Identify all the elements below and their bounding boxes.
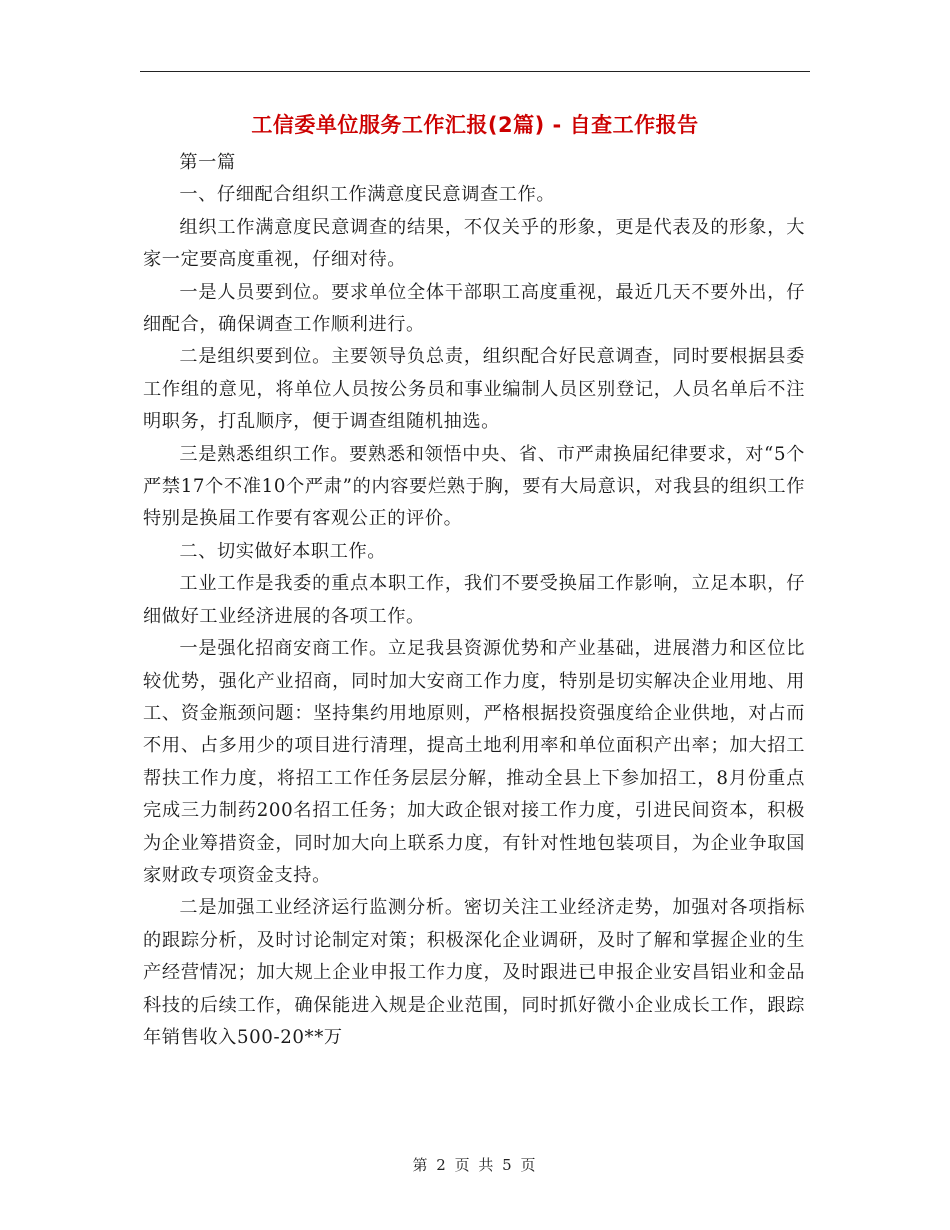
paragraph: 三是熟悉组织工作。要熟悉和领悟中央、省、市严肃换届纪律要求，对“5个严禁17个不准10个严肃”的内容要烂熟于胸，要有大局意识，对我县的组织工作特别是换届工作要有客观公正的评价。 [143, 443, 805, 530]
document-body [143, 147, 805, 1054]
paragraph: 一是强化招商安商工作。立足我县资源优势和产业基础，进展潜力和区位比较优势，强化产业招商，同时加大安商工作力度，特别是切实解决企业用地、用工、资金瓶颈问题：坚持集约用地原则，严格根据投资强度给企业供地，对占而不用、占多用少的项目进行清理，提高土地利用率和单位面积产出率；加大招工帮扶工作力度，将招工工作任务层层分解，推动全县上下参加招工，8月份重点完成三力制药200名招工任务；加大政企银对接工作力度，引进民间资本，积极为企业筹措资金，同时加大向上联系力度，有针对性地包装项目，为企业争取国家财政专项资金支持。 [143, 638, 805, 886]
paragraph: 组织工作满意度民意调查的结果，不仅关乎的形象，更是代表及的形象，大家一定要高度重视，仔细对待。 [143, 216, 805, 271]
page-number: 第 2 页 共 5 页 [412, 1156, 538, 1174]
paragraph: 第一篇 [179, 152, 236, 173]
paragraph: 二是加强工业经济运行监测分析。密切关注工业经济走势，加强对各项指标的跟踪分析，及时讨论制定对策；积极深化企业调研，及时了解和掌握企业的生产经营情况；加大规上企业申报工作力度，及时跟进已申报企业安昌铝业和金品科技的后续工作，确保能进入规是企业范围，同时抓好微小企业成长工作，跟踪年销售收入500-20**万 [143, 897, 805, 1048]
document-title: 工信委单位服务工作汇报(2篇) - 自查工作报告 [251, 113, 699, 137]
paragraph: 二、切实做好本职工作。 [179, 540, 387, 562]
paragraph: 工业工作是我委的重点本职工作，我们不要受换届工作影响，立足本职，仔细做好工业经济进展的各项工作。 [143, 573, 805, 627]
paragraph: 一是人员要到位。要求单位全体干部职工高度重视，最近几天不要外出，仔细配合，确保调查工作顺利进行。 [143, 281, 805, 336]
paragraph: 一、仔细配合组织工作满意度民意调查工作。 [179, 184, 556, 206]
header-rule [140, 71, 810, 72]
paragraph: 二是组织要到位。主要领导负总责，组织配合好民意调查，同时要根据县委工作组的意见，将单位人员按公务员和事业编制人员区别登记，人员名单后不注明职务，打乱顺序，便于调查组随机抽选。 [143, 346, 805, 433]
